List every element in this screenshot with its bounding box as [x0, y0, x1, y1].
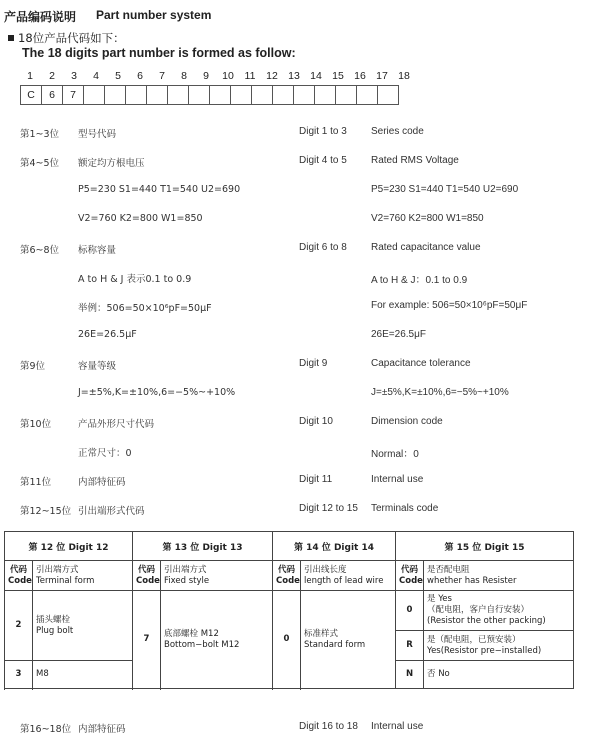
row-en-label: Digit 1 to 3 [299, 126, 347, 137]
digit-number: 6 [137, 70, 143, 82]
digit-box [272, 85, 294, 105]
row-en-label: Digit 10 [299, 416, 333, 427]
d15-code-cell: 0 [396, 591, 424, 631]
row-cn-text: V2=760 K2=800 W1=850 [78, 213, 203, 224]
row-cn-label: 第10位 [20, 419, 52, 430]
d14-code-cell: 0 [273, 591, 301, 689]
d13-sub-cn: 引出端方式 [164, 564, 207, 575]
row-en-text: Normal：0 [371, 449, 419, 460]
d15-subheader [424, 561, 574, 591]
row-en-text: Rated RMS Voltage [371, 155, 459, 166]
digit-box [356, 85, 378, 105]
row-en-label: Digit 9 [299, 358, 328, 369]
row-en-label: Digit 11 [299, 474, 333, 485]
d13-code-cell: 7 [133, 591, 161, 689]
row-cn-text: 正常尺寸：0 [78, 448, 132, 459]
digit-box [335, 85, 357, 105]
d15-desc-line: (Resistor the other packing) [427, 616, 546, 626]
digit-box [230, 85, 252, 105]
row-en-text: Capacitance tolerance [371, 358, 471, 369]
row-en-text: V2=760 K2=800 W1=850 [371, 213, 484, 224]
d12-code-cell: 3 [5, 661, 33, 689]
page-title-cn: 产品编码说明 [4, 10, 77, 24]
row-cn-text: 引出端形式代码 [78, 506, 145, 517]
digit-number: 15 [332, 70, 344, 82]
digit-box [314, 85, 336, 105]
digit-box [125, 85, 147, 105]
row-en-label: Digit 6 to 8 [299, 242, 347, 253]
row-en-text: Series code [371, 126, 424, 137]
d15-desc-line: Yes(Resistor pre−installed) [427, 645, 542, 656]
digit-number: 7 [159, 70, 165, 82]
row-cn-label: 第6~8位 [20, 245, 60, 256]
digit-boxes [20, 85, 399, 105]
row-cn-text: 容量等级 [78, 361, 117, 372]
digit-number: 9 [203, 70, 209, 82]
row-en-text: Rated capacitance value [371, 242, 481, 253]
table-header-digit12: 第 12 位 Digit 12 [5, 532, 133, 561]
digit-number: 16 [354, 70, 366, 82]
digit-box [209, 85, 231, 105]
d15-desc-line: （配电阻，客户自行安装） [427, 605, 530, 615]
d12-sub-en: Terminal form [36, 575, 95, 586]
row-cn-text: 标称容量 [78, 245, 117, 256]
code-label [396, 561, 424, 591]
bullet-square-icon [8, 35, 14, 41]
intro-bullet-text: 18位产品代码如下： [18, 31, 125, 45]
row-en-label: Digit 12 to 15 [299, 503, 358, 514]
d13-desc-cell [161, 591, 273, 689]
d14-sub-en: length of lead wire [304, 575, 384, 586]
code-label-cn: 代码 [137, 564, 155, 575]
d15-sub-en: whether has Resister [427, 575, 517, 586]
page-title-en: Part number system [96, 8, 212, 22]
row-en-text: J=±5%,K=±10%,6=−5%~+10% [371, 387, 509, 398]
row-en-text: Internal use [371, 474, 424, 485]
code-label [5, 561, 33, 591]
digit-box [104, 85, 126, 105]
row-cn-label: 第1~3位 [20, 129, 60, 140]
d15-code-cell: N [396, 661, 424, 689]
d13-subheader [161, 561, 273, 591]
d15-code-cell: R [396, 631, 424, 661]
row-en-text: For example: 506=50×10⁶pF=50μF [371, 300, 528, 311]
code-label-cn: 代码 [400, 564, 418, 575]
digit-number: 13 [288, 70, 300, 82]
row-en-text: P5=230 S1=440 T1=540 U2=690 [371, 184, 519, 195]
digit-box [293, 85, 315, 105]
code-label-en: Code [276, 575, 300, 586]
row-cn-text: 产品外形尺寸代码 [78, 419, 155, 430]
digit-number: 4 [93, 70, 99, 82]
row-cn-label: 第11位 [20, 477, 52, 488]
code-label-en: Code [399, 575, 423, 586]
row-cn-label: 第9位 [20, 361, 46, 372]
digit-number: 18 [398, 70, 410, 82]
digit-number: 5 [115, 70, 121, 82]
row-cn-text: A to H & J 表示0.1 to 0.9 [78, 274, 192, 285]
d15-desc-line: 是 Yes [427, 594, 452, 604]
d13-sub-en: Fixed style [164, 575, 210, 586]
d13-desc-en: Bottom−bolt M12 [164, 639, 240, 650]
d12-desc-cn: 插头螺栓 [36, 614, 71, 625]
intro-bullet [8, 30, 125, 46]
row-en-label: Digit 4 to 5 [299, 155, 347, 166]
table-header-digit14: 第 14 位 Digit 14 [273, 532, 396, 561]
row-cn-text: 额定均方根电压 [78, 158, 145, 169]
row-cn-label: 第4~5位 [20, 158, 60, 169]
row-cn-text: 26E=26.5μF [78, 329, 137, 340]
d14-desc-cn: 标准样式 [304, 628, 339, 639]
digit-number: 10 [222, 70, 234, 82]
d15-desc-cell [424, 591, 574, 631]
row-cn-text: J=±5%,K=±10%,6=−5%~+10% [78, 387, 236, 398]
d12-desc-en: Plug bolt [36, 625, 74, 636]
digit-box [83, 85, 105, 105]
row-cn-text: 举例：506=50×10⁶pF=50μF [78, 303, 212, 314]
d14-subheader [301, 561, 396, 591]
digit-number: 12 [266, 70, 278, 82]
digit-box: 7 [62, 85, 84, 105]
code-label [273, 561, 301, 591]
d14-desc-en: Standard form [304, 639, 366, 650]
code-label [133, 561, 161, 591]
row-cn-label: 第12~15位 [20, 506, 72, 517]
d12-sub-cn: 引出端方式 [36, 564, 79, 575]
digit-number: 1 [27, 70, 33, 82]
digit-box: 6 [41, 85, 63, 105]
row-en-text: Terminals code [371, 503, 439, 514]
d13-desc-cn: 底部螺栓 M12 [164, 628, 219, 639]
digit-box [167, 85, 189, 105]
digit-number: 14 [310, 70, 322, 82]
code-label-en: Code [8, 575, 32, 586]
row-en-text: Dimension code [371, 416, 443, 427]
digit-number: 2 [49, 70, 55, 82]
d12-desc-cell: M8 [33, 661, 133, 689]
d12-code-cell: 2 [5, 591, 33, 661]
digit-number: 3 [71, 70, 77, 82]
d14-desc-cell [301, 591, 396, 689]
footer-cn-text: 内部特征码 [78, 724, 126, 735]
d12-subheader [33, 561, 133, 591]
digit-number: 8 [181, 70, 187, 82]
table-header-digit15: 第 15 位 Digit 15 [396, 532, 574, 561]
d15-sub-cn: 是否配电阻 [427, 564, 470, 575]
d14-sub-cn: 引出线长度 [304, 564, 347, 575]
row-cn-text: 型号代码 [78, 129, 117, 140]
d15-desc-line: 是（配电阻，已预安装） [427, 634, 521, 645]
digit-number: 11 [244, 70, 256, 82]
row-en-text: 26E=26.5μF [371, 329, 426, 340]
intro-subtitle: The 18 digits part number is formed as follow: [22, 46, 296, 60]
row-en-text: A to H & J：0.1 to 0.9 [371, 275, 468, 286]
d15-desc-cell: 否 No [424, 661, 574, 689]
digit-box [146, 85, 168, 105]
digit-number: 17 [376, 70, 388, 82]
footer-en-text: Internal use [371, 721, 424, 732]
terminal-code-table [4, 531, 574, 689]
footer-cn-label: 第16~18位 [20, 724, 72, 735]
table-header-digit13: 第 13 位 Digit 13 [133, 532, 273, 561]
digit-box [377, 85, 399, 105]
row-cn-text: 内部特征码 [78, 477, 126, 488]
code-label-cn: 代码 [277, 564, 295, 575]
code-label-en: Code [136, 575, 160, 586]
code-label-cn: 代码 [9, 564, 27, 575]
digit-box [251, 85, 273, 105]
row-cn-text: P5=230 S1=440 T1=540 U2=690 [78, 184, 241, 195]
d12-desc-cell [33, 591, 133, 661]
footer-en-label: Digit 16 to 18 [299, 721, 358, 732]
digit-box [188, 85, 210, 105]
d15-desc-cell [424, 631, 574, 661]
digit-box: C [20, 85, 42, 105]
